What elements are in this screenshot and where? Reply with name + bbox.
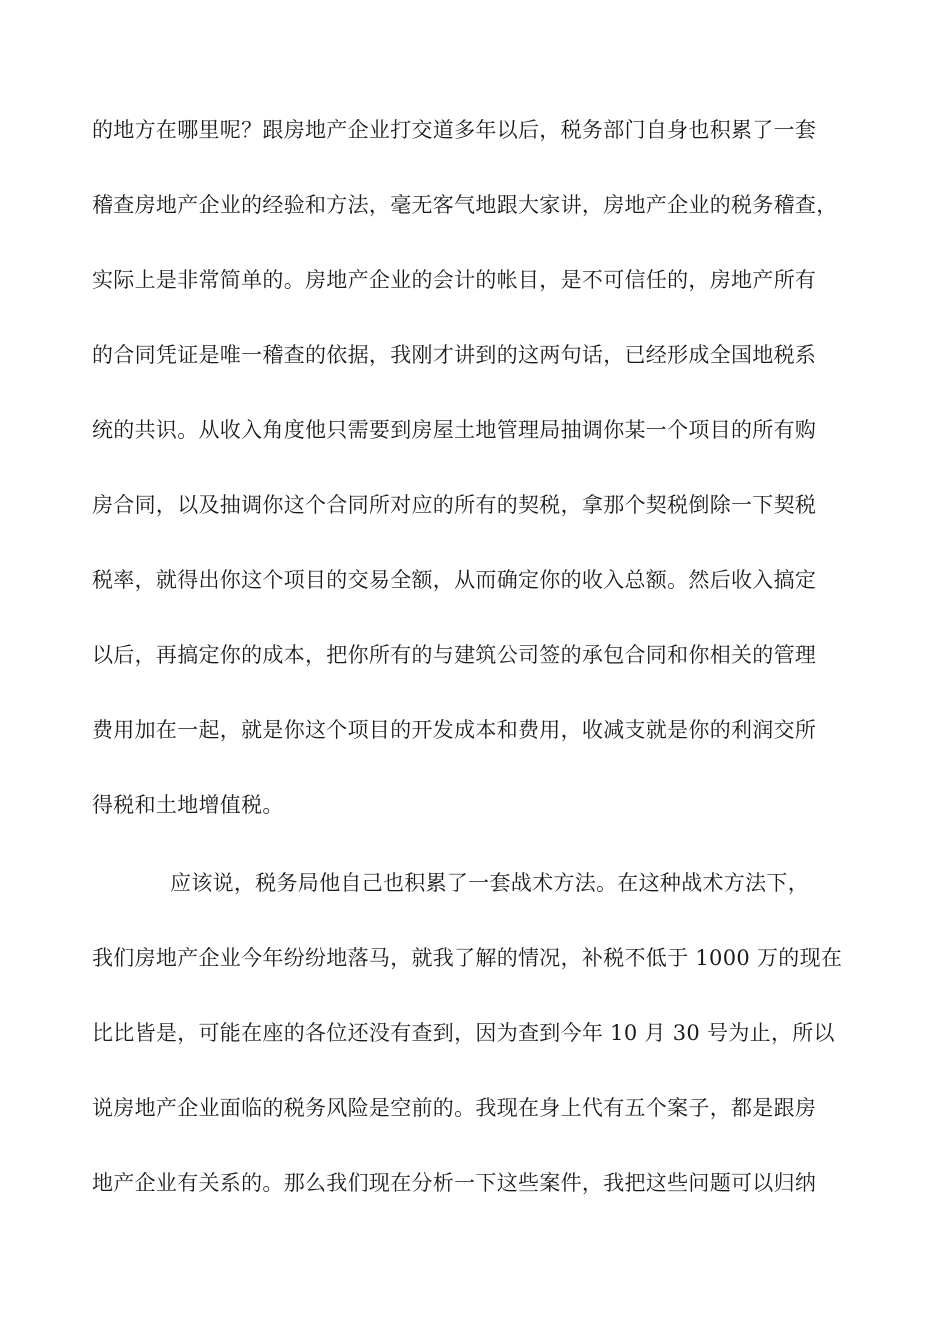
- text-line-12: 我们房地产企业今年纷纷地落马，就我了解的情况，补税不低于 1000 万的现在: [92, 946, 843, 970]
- text-line-1: 的地方在哪里呢？跟房地产企业打交道多年以后，税务部门自身也积累了一套: [92, 118, 817, 142]
- paragraph-2-first-line: 应该说，税务局他自己也积累了一套战术方法。在这种战术方法下，: [170, 871, 809, 895]
- text-line-9: 费用加在一起，就是你这个项目的开发成本和费用，收减支就是你的利润交所: [92, 718, 817, 742]
- text-line-3: 实际上是非常简单的。房地产企业的会计的帐目，是不可信任的，房地产所有: [92, 268, 817, 292]
- text-line-7: 税率，就得出你这个项目的交易全额，从而确定你的收入总额。然后收入搞定: [92, 568, 817, 592]
- text-line-5: 统的共识。从收入角度他只需要到房屋土地管理局抽调你某一个项目的所有购: [92, 418, 817, 442]
- text-line-6: 房合同，以及抽调你这个合同所对应的所有的契税，拿那个契税倒除一下契税: [92, 493, 817, 517]
- text-line-8: 以后，再搞定你的成本，把你所有的与建筑公司签的承包合同和你相关的管理: [92, 643, 817, 667]
- text-line-15: 地产企业有关系的。那么我们现在分析一下这些案件，我把这些问题可以归纳: [92, 1171, 817, 1195]
- text-line-10: 得税和土地增值税。: [92, 793, 284, 817]
- text-line-14: 说房地产企业面临的税务风险是空前的。我现在身上代有五个案子，都是跟房: [92, 1096, 817, 1120]
- text-line-2: 稽查房地产企业的经验和方法，毫无客气地跟大家讲，房地产企业的税务稽查，: [92, 193, 838, 217]
- text-line-4: 的合同凭证是唯一稽查的依据，我刚才讲到的这两句话，已经形成全国地税系: [92, 343, 817, 367]
- text-line-13: 比比皆是，可能在座的各位还没有查到，因为查到今年 10 月 30 号为止，所以: [92, 1021, 835, 1045]
